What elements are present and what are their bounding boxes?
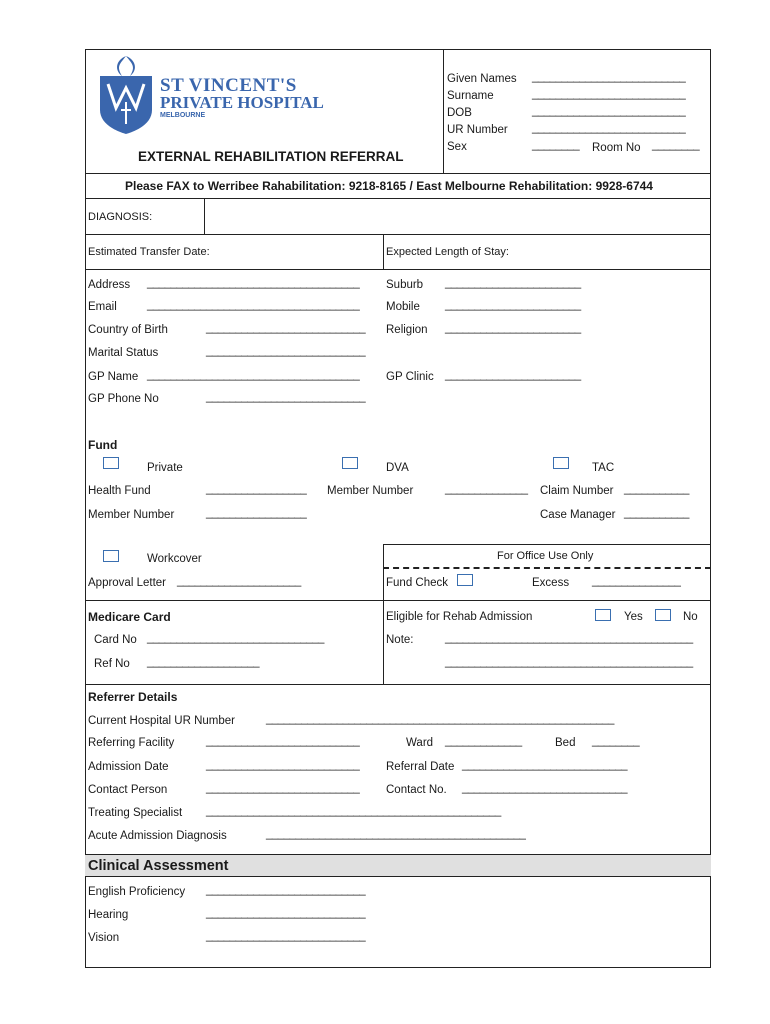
treating-specialist-field[interactable]: __________________________________________________ bbox=[206, 805, 501, 817]
dob-label: DOB bbox=[447, 107, 472, 119]
vision-field[interactable]: ___________________________ bbox=[206, 930, 366, 942]
tac-checkbox[interactable] bbox=[553, 457, 569, 469]
treating-specialist-label: Treating Specialist bbox=[88, 807, 183, 819]
admission-date-field[interactable]: __________________________ bbox=[206, 759, 360, 771]
ur-number-label: UR Number bbox=[447, 124, 508, 136]
diagnosis-bottom-line bbox=[85, 234, 711, 235]
contact-no-label: Contact No. bbox=[386, 784, 447, 796]
referring-facility-field[interactable]: __________________________ bbox=[206, 735, 360, 747]
office-left-border bbox=[383, 544, 384, 684]
mobile-field[interactable]: _______________________ bbox=[445, 299, 581, 311]
email-field[interactable]: ____________________________________ bbox=[147, 299, 360, 311]
card-no-label: Card No bbox=[94, 634, 137, 646]
form-title: EXTERNAL REHABILITATION REFERRAL bbox=[138, 149, 404, 164]
ref-no-field[interactable]: ___________________ bbox=[147, 656, 260, 668]
office-dashed-line bbox=[383, 567, 711, 569]
contact-person-label: Contact Person bbox=[88, 784, 168, 796]
acute-admission-diagnosis-field[interactable]: ____________________________________________ bbox=[266, 828, 526, 840]
transfer-bottom-line bbox=[85, 269, 711, 270]
religion-label: Religion bbox=[386, 324, 428, 336]
fax-banner: Please FAX to Werribee Rahabilitation: 9218-8165 / East Melbourne Rehabilitation: 9928-6744 bbox=[125, 179, 653, 193]
hearing-field[interactable]: ___________________________ bbox=[206, 907, 366, 919]
medicare-top-line bbox=[85, 600, 711, 601]
clinical-heading: Clinical Assessment bbox=[88, 858, 229, 874]
note-field-line1[interactable]: __________________________________________ bbox=[445, 632, 693, 644]
office-use-heading: For Office Use Only bbox=[497, 550, 594, 562]
no-label: No bbox=[683, 611, 698, 623]
room-no-label: Room No bbox=[592, 142, 641, 154]
excess-label: Excess bbox=[532, 577, 570, 589]
hospital-logo bbox=[96, 52, 156, 136]
yes-label: Yes bbox=[624, 611, 643, 623]
religion-field[interactable]: _______________________ bbox=[445, 322, 581, 334]
member-number-mid-field[interactable]: ______________ bbox=[445, 483, 528, 495]
claim-number-label: Claim Number bbox=[540, 485, 614, 497]
referrer-top-line bbox=[85, 684, 711, 685]
acute-admission-diagnosis-label: Acute Admission Diagnosis bbox=[88, 830, 227, 842]
dva-label: DVA bbox=[386, 462, 409, 474]
hospital-name-line2: PRIVATE HOSPITAL bbox=[160, 93, 324, 112]
private-label: Private bbox=[147, 462, 183, 474]
email-label: Email bbox=[88, 301, 117, 313]
fund-heading: Fund bbox=[88, 438, 118, 452]
note-label: Note: bbox=[386, 634, 414, 646]
diagnosis-field[interactable] bbox=[206, 200, 708, 232]
member-number-label: Member Number bbox=[88, 509, 175, 521]
yes-checkbox[interactable] bbox=[595, 609, 611, 621]
vision-label: Vision bbox=[88, 932, 120, 944]
fund-check-label: Fund Check bbox=[386, 577, 449, 589]
sex-label: Sex bbox=[447, 141, 467, 153]
mobile-label: Mobile bbox=[386, 301, 420, 313]
estimated-transfer-date-label: Estimated Transfer Date: bbox=[88, 246, 210, 258]
workcover-checkbox[interactable] bbox=[103, 550, 119, 562]
suburb-field[interactable]: _______________________ bbox=[445, 277, 581, 289]
card-no-field[interactable]: ______________________________ bbox=[147, 632, 324, 644]
ur-number-field[interactable]: __________________________ bbox=[532, 122, 686, 134]
private-checkbox[interactable] bbox=[103, 457, 119, 469]
case-manager-label: Case Manager bbox=[540, 509, 616, 521]
hospital-name-line1: ST VINCENT'S bbox=[160, 75, 297, 96]
medicare-heading: Medicare Card bbox=[88, 610, 171, 624]
note-field-line2[interactable]: __________________________________________ bbox=[445, 656, 693, 668]
gp-name-field[interactable]: ____________________________________ bbox=[147, 369, 360, 381]
country-of-birth-label: Country of Birth bbox=[88, 324, 168, 336]
country-of-birth-field[interactable]: ___________________________ bbox=[206, 322, 366, 334]
hearing-label: Hearing bbox=[88, 909, 129, 921]
transfer-divider bbox=[383, 234, 384, 269]
approval-letter-label: Approval Letter bbox=[88, 577, 166, 589]
office-top-line bbox=[383, 544, 711, 545]
suburb-label: Suburb bbox=[386, 279, 424, 291]
fax-top-line bbox=[85, 173, 711, 174]
no-checkbox[interactable] bbox=[655, 609, 671, 621]
member-number-mid-label: Member Number bbox=[327, 485, 414, 497]
english-proficiency-label: English Proficiency bbox=[88, 886, 186, 898]
given-names-label: Given Names bbox=[447, 73, 517, 85]
case-manager-field[interactable]: ___________ bbox=[624, 507, 689, 519]
bed-label: Bed bbox=[555, 737, 576, 749]
sex-field[interactable]: ________ bbox=[532, 139, 580, 151]
diagnosis-divider bbox=[204, 198, 205, 234]
excess-field[interactable]: _______________ bbox=[592, 575, 681, 587]
health-fund-field[interactable]: _________________ bbox=[206, 483, 307, 495]
gp-clinic-field[interactable]: _______________________ bbox=[445, 369, 581, 381]
marital-status-field[interactable]: ___________________________ bbox=[206, 345, 366, 357]
ref-no-label: Ref No bbox=[94, 658, 130, 670]
admission-date-label: Admission Date bbox=[88, 761, 169, 773]
workcover-label: Workcover bbox=[147, 553, 202, 565]
current-hospital-ur-field[interactable]: ___________________________________________________________ bbox=[266, 713, 614, 725]
room-no-field[interactable]: ________ bbox=[652, 139, 700, 151]
referral-date-label: Referral Date bbox=[386, 761, 455, 773]
referring-facility-label: Referring Facility bbox=[88, 737, 175, 749]
current-hospital-ur-label: Current Hospital UR Number bbox=[88, 715, 235, 727]
tac-label: TAC bbox=[592, 462, 615, 474]
contact-no-field[interactable]: ____________________________ bbox=[462, 782, 628, 794]
referrer-heading: Referrer Details bbox=[88, 690, 178, 704]
gp-clinic-label: GP Clinic bbox=[386, 371, 434, 383]
surname-field[interactable]: __________________________ bbox=[532, 88, 686, 100]
gp-phone-field[interactable]: ___________________________ bbox=[206, 391, 366, 403]
diagnosis-label: DIAGNOSIS: bbox=[88, 211, 153, 223]
address-label: Address bbox=[88, 279, 131, 291]
expected-length-of-stay-label: Expected Length of Stay: bbox=[386, 246, 509, 258]
referral-date-field[interactable]: ____________________________ bbox=[462, 759, 628, 771]
gp-name-label: GP Name bbox=[88, 371, 139, 383]
ward-label: Ward bbox=[406, 737, 434, 749]
contact-person-field[interactable]: __________________________ bbox=[206, 782, 360, 794]
bed-field[interactable]: ________ bbox=[592, 735, 640, 747]
address-field[interactable]: ____________________________________ bbox=[147, 277, 360, 289]
ward-field[interactable]: _____________ bbox=[445, 735, 522, 747]
fund-check-checkbox[interactable] bbox=[457, 574, 473, 586]
dva-checkbox[interactable] bbox=[342, 457, 358, 469]
header-divider bbox=[443, 49, 444, 173]
shield-logo-icon bbox=[96, 52, 156, 136]
claim-number-field[interactable]: ___________ bbox=[624, 483, 689, 495]
eligible-label: Eligible for Rehab Admission bbox=[386, 611, 533, 623]
hospital-name-line3: MELBOURNE bbox=[160, 112, 206, 119]
member-number-field[interactable]: _________________ bbox=[206, 507, 307, 519]
dob-field[interactable]: __________________________ bbox=[532, 105, 686, 117]
given-names-field[interactable]: __________________________ bbox=[532, 71, 686, 83]
surname-label: Surname bbox=[447, 90, 494, 102]
english-proficiency-field[interactable]: ___________________________ bbox=[206, 884, 366, 896]
health-fund-label: Health Fund bbox=[88, 485, 151, 497]
fax-bottom-line bbox=[85, 198, 711, 199]
approval-letter-field[interactable]: _____________________ bbox=[177, 575, 301, 587]
gp-phone-label: GP Phone No bbox=[88, 393, 159, 405]
marital-status-label: Marital Status bbox=[88, 347, 159, 359]
